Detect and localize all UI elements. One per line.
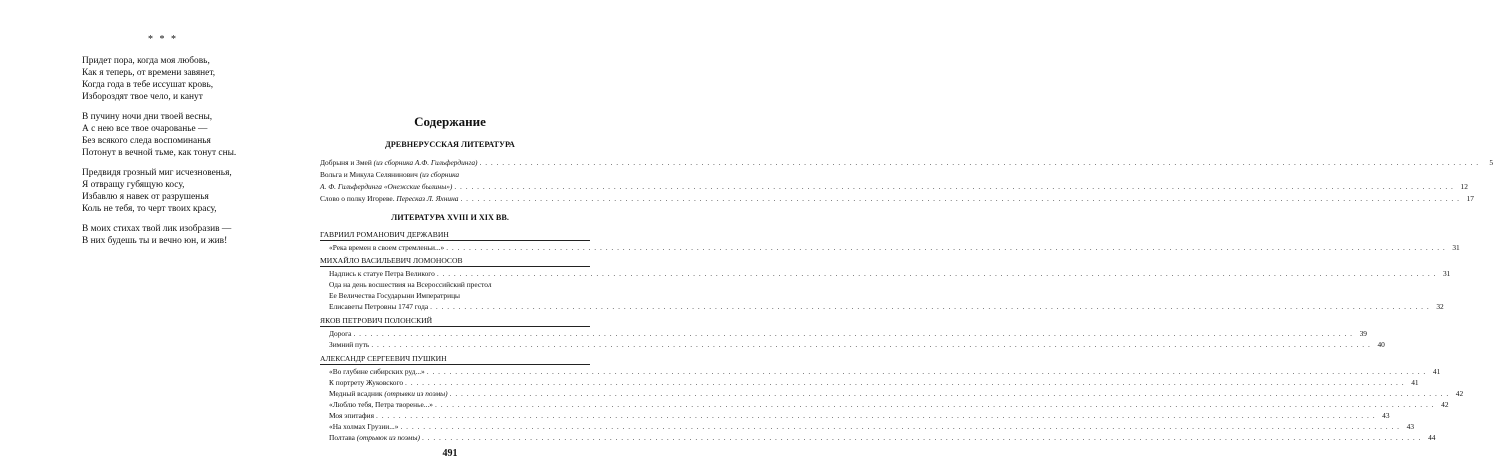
toc-entry[interactable] bbox=[329, 340, 1385, 349]
entry-note: А. Ф. Гильфердинга «Онежские былины») bbox=[320, 182, 453, 191]
entry-title: К портрету Жуковского bbox=[329, 378, 404, 387]
stanza-3 bbox=[82, 167, 292, 215]
stanza-4 bbox=[82, 223, 292, 247]
page-ref: 42 bbox=[1441, 400, 1449, 409]
author-rule bbox=[320, 266, 590, 267]
page-ref: 12 bbox=[1460, 182, 1468, 191]
page-ref: 44 bbox=[1428, 433, 1436, 442]
verse-line: В пучину ночи дни твоей весны, bbox=[82, 111, 213, 122]
toc-entry[interactable] bbox=[329, 400, 1449, 409]
verse-line: Я отвращу губящую косу, bbox=[82, 179, 185, 190]
page-ref: 42 bbox=[1455, 389, 1464, 398]
sonnet-poem bbox=[82, 55, 292, 254]
section-heading-old-russian: ДРЕВНЕРУССКАЯ ЛИТЕРАТУРА bbox=[385, 140, 515, 149]
author-heading: АЛЕКСАНДР СЕРГЕЕВИЧ ПУШКИН bbox=[320, 354, 447, 363]
entry-title: Медный всадник bbox=[329, 389, 385, 398]
verse-line: Потонут в вечной тьме, как тонут сны. bbox=[82, 148, 237, 159]
toc-entry[interactable] bbox=[329, 422, 1415, 431]
stanza-1 bbox=[82, 55, 292, 103]
verse-line: А с нею все твое очарованье — bbox=[82, 123, 208, 134]
toc-entry-line[interactable] bbox=[320, 170, 581, 179]
entry-note: (из сборника А.Ф. Гильфердинга) bbox=[373, 158, 478, 167]
page-ref: 5 bbox=[1489, 158, 1493, 167]
page-ref: 31 bbox=[1452, 243, 1460, 252]
author-rule bbox=[320, 240, 590, 241]
entry-note: (отрывок из поэмы) bbox=[356, 433, 420, 442]
entry-note: (из сборника bbox=[419, 170, 460, 179]
entry-title: Добрыня и Змей bbox=[320, 158, 374, 167]
page-number: 491 bbox=[442, 448, 458, 459]
entry-title: Полтава bbox=[329, 433, 357, 442]
verse-line: Избавлю я навек от разрушенья bbox=[82, 191, 209, 202]
verse-line: Без всякого следа воспоминанья bbox=[82, 136, 211, 147]
entry-note: (отрывки из поэмы) bbox=[384, 389, 448, 398]
toc-entry[interactable] bbox=[329, 243, 1460, 252]
verse-line: В них будешь ты и вечно юн, и жив! bbox=[82, 235, 228, 246]
verse-line: Предвидя грозный миг исчезновенья, bbox=[82, 167, 232, 178]
verse-line: Придет пора, когда моя любовь, bbox=[82, 56, 210, 66]
page-ref: 41 bbox=[1432, 367, 1441, 376]
page-ref: 17 bbox=[1466, 194, 1474, 203]
verse-line: В моих стихах твой лик изобразив — bbox=[82, 223, 232, 234]
toc-entry[interactable] bbox=[329, 411, 1390, 420]
toc-entry[interactable] bbox=[329, 367, 1441, 376]
entry-note: Пересказ Л. Яхнина bbox=[396, 194, 459, 203]
toc-entry-line[interactable]: Ода на день восшествия на Всероссийский престол bbox=[329, 280, 492, 289]
toc-entry[interactable] bbox=[329, 302, 1444, 311]
toc-entry[interactable] bbox=[320, 194, 1474, 203]
page-ref: 40 bbox=[1377, 340, 1385, 349]
toc-entry[interactable] bbox=[320, 182, 1468, 191]
entry-title: Вольга и Микула Селянинович bbox=[320, 170, 420, 179]
toc-entry[interactable] bbox=[329, 269, 1451, 278]
entry-title: Надпись к статуе Петра Великого bbox=[329, 269, 435, 278]
verse-line: Когда года в тебе иссушат кровь, bbox=[82, 80, 214, 91]
toc-title: Содержание bbox=[414, 114, 486, 129]
author-rule bbox=[320, 326, 590, 327]
entry-title: Зимний путь bbox=[329, 340, 370, 349]
poem-asterisks: * * * bbox=[148, 34, 178, 45]
author-heading: ЯКОВ ПЕТРОВИЧ ПОЛОНСКИЙ bbox=[320, 316, 433, 325]
toc-entry[interactable] bbox=[329, 389, 1464, 398]
page-ref: 43 bbox=[1406, 422, 1415, 431]
entry-title: Елисаветы Петровны 1747 года bbox=[329, 302, 429, 311]
stanza-2 bbox=[82, 111, 292, 159]
page-ref: 39 bbox=[1359, 329, 1367, 338]
page-ref: 41 bbox=[1411, 378, 1419, 387]
verse-line: Избороздят твое чело, и канут bbox=[82, 92, 203, 103]
toc-entry[interactable] bbox=[320, 158, 1493, 167]
left-page bbox=[0, 0, 300, 466]
entry-title: Моя эпитафия bbox=[329, 411, 375, 420]
toc-entry[interactable] bbox=[329, 433, 1436, 442]
author-rule bbox=[320, 364, 590, 365]
toc-entry[interactable] bbox=[329, 378, 1419, 387]
verse-line: Как я теперь, от времени завянет, bbox=[82, 68, 216, 79]
page-ref: 43 bbox=[1382, 411, 1390, 420]
entry-title: «Люблю тебя, Петра творенье...» bbox=[329, 400, 433, 409]
author-heading: ГАВРИИЛ РОМАНОВИЧ ДЕРЖАВИН bbox=[320, 230, 449, 239]
entry-title: Дорога bbox=[329, 329, 352, 338]
entry-title: «Во глубине сибирских руд...» bbox=[329, 367, 425, 376]
section-heading-18-19-century: ЛИТЕРАТУРА XVIII И XIX ВВ. bbox=[391, 213, 509, 222]
verse-line: Коль не тебя, то черт твоих красу, bbox=[82, 204, 217, 215]
page-ref: 31 bbox=[1442, 269, 1451, 278]
page-ref: 32 bbox=[1436, 302, 1444, 311]
entry-title: Слово о полку Игореве. bbox=[320, 194, 397, 203]
entry-title: «Река времен в своем стремленьи...» bbox=[329, 243, 445, 252]
toc-entry[interactable] bbox=[329, 329, 1367, 338]
right-page bbox=[300, 0, 1493, 466]
entry-title: «На холмах Грузии...» bbox=[329, 422, 399, 431]
author-heading: МИХАЙЛО ВАСИЛЬЕВИЧ ЛОМОНОСОВ bbox=[320, 256, 463, 265]
toc-entry-line[interactable]: Ее Величества Государыни Императрицы bbox=[329, 291, 461, 300]
